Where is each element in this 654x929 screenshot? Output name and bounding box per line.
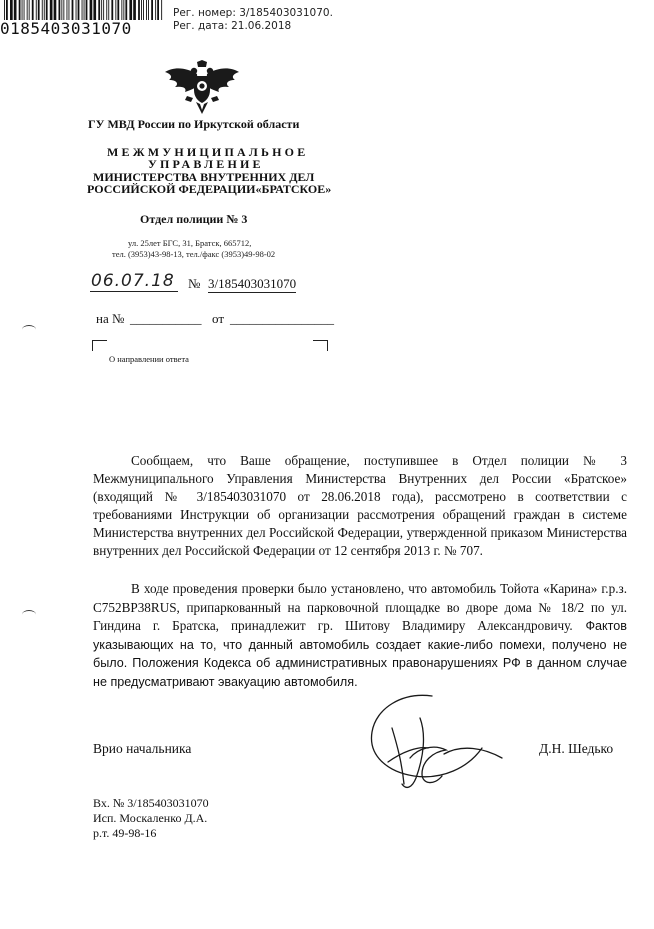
barcode-bar — [117, 0, 119, 20]
signatory-name: Д.Н. Шедько — [539, 741, 614, 756]
barcode-bar — [27, 0, 28, 20]
barcode-bar — [69, 0, 70, 20]
reference-date-blank: ________________ — [230, 311, 334, 326]
barcode-bar — [161, 0, 162, 20]
barcode-number: 0185403031070 — [0, 19, 132, 38]
reference-date-label: от — [212, 311, 225, 326]
barcode-bar — [38, 0, 40, 20]
barcode-bar — [143, 0, 144, 20]
barcode-bar — [151, 0, 153, 20]
barcode-bar — [36, 0, 37, 20]
reference-number-label: на № — [96, 311, 125, 326]
hole-punch-mark-1 — [22, 325, 36, 334]
signatory-position: Врио начальника — [93, 741, 192, 756]
barcode-bar — [101, 0, 102, 20]
reference-number-blank: ___________ — [130, 311, 202, 326]
barcode-bar — [138, 0, 140, 20]
address-line-1: ул. 25лет БГС, 31, Братск, 665712, — [128, 238, 252, 248]
mvd-emblem-icon — [163, 60, 241, 120]
barcode-bar — [82, 0, 83, 20]
barcode-bar — [54, 0, 57, 20]
executor: Исп. Москаленко Д.А. — [93, 811, 208, 825]
barcode-bar — [93, 0, 96, 20]
barcode-bar — [141, 0, 142, 20]
barcode-bar — [19, 0, 21, 20]
number-sign: № — [188, 276, 201, 291]
address-line-2: тел. (3953)43-98-13, тел./факс (3953)49-98-02 — [112, 249, 276, 259]
barcode-bar — [157, 0, 159, 20]
date-underline — [90, 291, 178, 292]
barcode-bar — [78, 0, 80, 20]
barcode-bar — [98, 0, 100, 20]
subject-line: О направлении ответа — [109, 354, 189, 364]
barcode-bar — [111, 0, 113, 20]
barcode-bar — [103, 0, 104, 20]
barcode-bar — [29, 0, 30, 20]
barcode-bar — [146, 0, 147, 20]
reg-date: Рег. дата: 21.06.2018 — [173, 20, 292, 32]
barcode-bar — [115, 0, 116, 20]
police-unit: Отдел полиции № 3 — [140, 212, 248, 226]
barcode-bar — [4, 0, 5, 20]
barcode-bar — [59, 0, 61, 20]
body-paragraph-2-part-2: Фактов указывающих на то, что данный автомобиль создает какие-либо помехи, получено не было. Положения Кодекса об административных правонарушениях РФ в данном случае не предусматривают эвакуацию автомобиля. — [93, 619, 627, 689]
barcode-bar — [84, 0, 85, 20]
department-line-2: УПРАВЛЕНИЕ — [148, 157, 264, 171]
hole-punch-mark-2 — [22, 610, 36, 619]
barcode-bar — [67, 0, 68, 20]
executor-phone: р.т. 49-98-16 — [93, 826, 157, 840]
body-paragraph-2-part-1: В ходе проведения проверки было установлено, что автомобиль Тойота «Карина» г.р.з. С752ВР38RUS, припаркованный на парковочной площадке во дворе дома № 18/2 по ул. Гиндина г. Братска, принадлежит гр. Шитову Владимиру Александровичу. — [93, 581, 627, 633]
barcode-bar — [44, 0, 45, 20]
body-paragraph-2 — [93, 580, 627, 691]
barcode-bar — [46, 0, 48, 20]
barcode-bar — [14, 0, 17, 20]
handwritten-signature — [362, 688, 512, 798]
barcode-bar — [24, 0, 25, 20]
barcode-bar — [22, 0, 23, 20]
reg-number: Рег. номер: 3/185403031070. — [173, 7, 333, 19]
barcode-bar — [129, 0, 132, 20]
barcode-bar — [133, 0, 136, 20]
barcode-bar — [123, 0, 124, 20]
corner-bracket-right — [313, 340, 328, 351]
incoming-number: Вх. № 3/185403031070 — [93, 796, 209, 810]
organization-name: ГУ МВД России по Иркутской области — [88, 117, 300, 131]
barcode-bar — [63, 0, 64, 20]
department-line-1: МЕЖМУНИЦИПАЛЬНОЕ — [107, 145, 309, 159]
barcode-bar — [125, 0, 127, 20]
corner-bracket-left — [92, 340, 107, 351]
handwritten-date: 06.07.18 — [91, 271, 175, 291]
barcode-bar — [72, 0, 74, 20]
barcode-bar — [106, 0, 107, 20]
barcode-bar — [148, 0, 149, 20]
barcode-bar — [86, 0, 88, 20]
barcode-bar — [61, 0, 62, 20]
barcode-bar — [32, 0, 34, 20]
barcode-bar — [108, 0, 109, 20]
department-line-4: РОССИЙСКОЙ ФЕДЕРАЦИИ«БРАТСКОЕ» — [87, 182, 332, 196]
outgoing-number: 3/185403031070 — [208, 276, 297, 291]
barcode-bar — [155, 0, 156, 20]
department-line-3: МИНИСТЕРСТВА ВНУТРЕННИХ ДЕЛ — [93, 170, 315, 184]
barcode-bar — [76, 0, 77, 20]
barcode-bar — [50, 0, 53, 20]
barcode-bar — [10, 0, 13, 20]
barcode-bar — [90, 0, 93, 20]
barcode-bar — [121, 0, 122, 20]
barcode-bar — [42, 0, 43, 20]
barcode-bar — [6, 0, 8, 20]
body-paragraph-1: Сообщаем, что Ваше обращение, поступившее в Отдел полиции № 3 Межмуниципального Управления Министерства Внутренних дел России «Братское» (входящий № 3/185403031070 от 28.06.2018 года), рассмотрено в соответствии с требованиями Инструкции об организации рассмотрения обращений граждан в системе Министерства внутренних дел Российской Федерации, утвержденной приказом Министерства внутренних дел Российской Федерации от 12 сентября 2013 г. № 707. — [93, 453, 627, 558]
